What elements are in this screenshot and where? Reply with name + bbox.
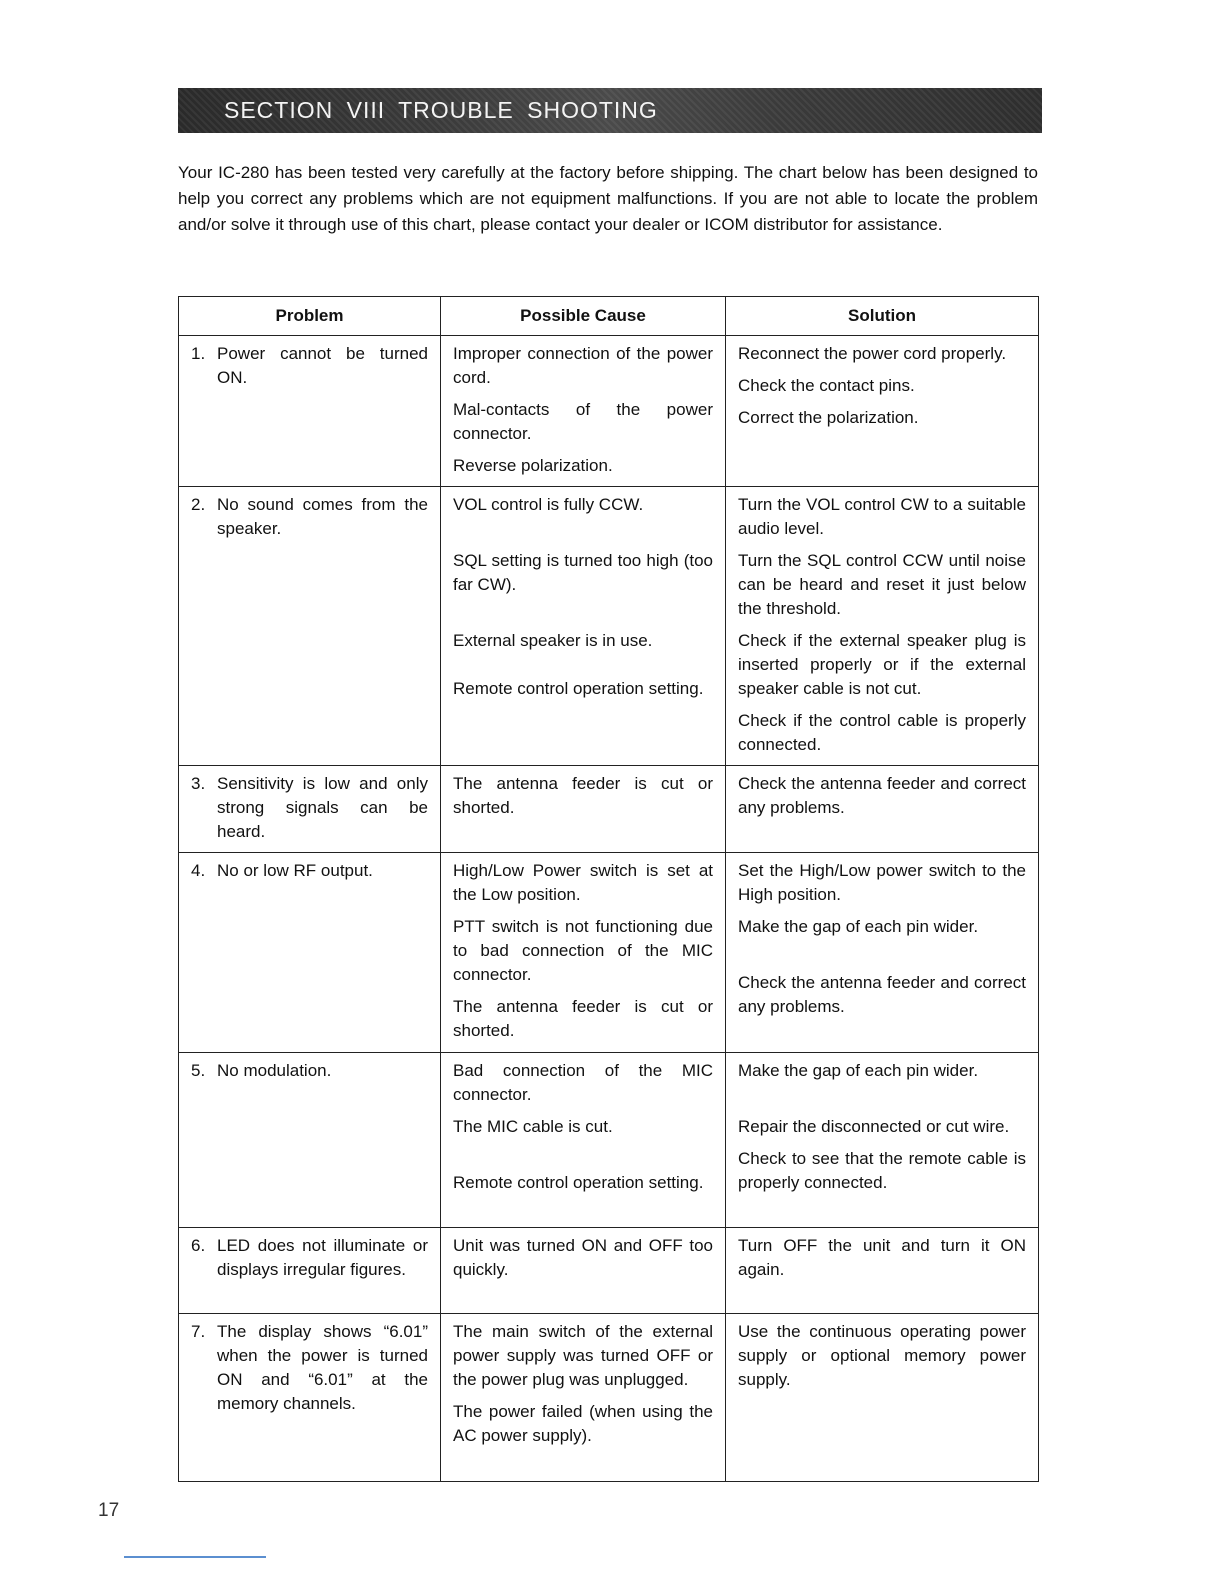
intro-paragraph: Your IC-280 has been tested very carefully at the factory before shipping. The chart below has been designed to help you correct any problems which are not equipment malfunctions. If you are not able to locate the problem and/or solve it through use of this chart, please contact your dealer or ICOM distributor for assistance. xyxy=(178,163,1038,234)
solution-cell xyxy=(726,1053,1039,1228)
problem-text: Power cannot be turned ON. xyxy=(217,344,428,387)
problem-number: 6. xyxy=(191,1236,206,1255)
problem xyxy=(191,1234,428,1282)
solution-text: Repair the disconnected or cut wire. xyxy=(738,1117,1010,1136)
problem-number: 7. xyxy=(191,1322,206,1341)
solution-text: Check if the control cable is properly connected. xyxy=(738,711,1026,754)
cause-text: Unit was turned ON and OFF too quickly. xyxy=(453,1236,713,1279)
solution-text: Check if the external speaker plug is inserted properly or if the external speaker cable is not cut. xyxy=(738,631,1026,698)
solution-cell xyxy=(726,1228,1039,1314)
cause-text: The main switch of the external power supply was turned OFF or the power plug was unplugged. xyxy=(453,1322,713,1389)
problem-number: 3. xyxy=(191,774,206,793)
table-row xyxy=(179,1228,1039,1314)
table-row xyxy=(179,1053,1039,1228)
solution-text: Turn OFF the unit and turn it ON again. xyxy=(738,1236,1026,1279)
cause-cell xyxy=(441,766,726,853)
solution-cell xyxy=(726,1314,1039,1482)
problem-number: 2. xyxy=(191,495,206,514)
cause-text: PTT switch is not functioning due to bad connection of the MIC connector. xyxy=(453,917,713,984)
problem-text: No or low RF output. xyxy=(217,861,373,880)
cause-text: Remote control operation setting. xyxy=(453,679,704,698)
table-row xyxy=(179,1314,1039,1482)
section-banner xyxy=(178,88,1042,133)
cause-cell xyxy=(441,1228,726,1314)
solution-text: Correct the polarization. xyxy=(738,408,919,427)
problem-number: 5. xyxy=(191,1061,206,1080)
cause-text: High/Low Power switch is set at the Low position. xyxy=(453,861,713,904)
solution-text: Use the continuous operating power supply or optional memory power supply. xyxy=(738,1322,1026,1389)
problem-text: The display shows “6.01” when the power is turned ON and “6.01” at the memory channels. xyxy=(217,1322,428,1413)
solution-cell xyxy=(726,766,1039,853)
problem-cell xyxy=(179,1053,441,1228)
problem xyxy=(191,772,428,844)
table-header-row xyxy=(179,297,1039,336)
problem-text: Sensitivity is low and only strong signals can be heard. xyxy=(217,774,428,841)
header-problem: Problem xyxy=(179,297,441,336)
problem-number: 1. xyxy=(191,344,206,363)
cause-cell xyxy=(441,336,726,487)
header-possible-cause: Possible Cause xyxy=(441,297,726,336)
cause-text: External speaker is in use. xyxy=(453,631,653,650)
problem xyxy=(191,342,428,390)
cause-cell xyxy=(441,853,726,1053)
problem xyxy=(191,859,428,883)
cause-text: The power failed (when using the AC power supply). xyxy=(453,1402,713,1445)
problem-cell xyxy=(179,1228,441,1314)
solution-text: Turn the SQL control CCW until noise can be heard and reset it just below the threshold. xyxy=(738,551,1026,618)
solution-text: Reconnect the power cord properly. xyxy=(738,344,1007,363)
section-title: SECTION VIII TROUBLE SHOOTING xyxy=(224,97,658,123)
solution-text: Make the gap of each pin wider. xyxy=(738,1061,979,1080)
problem-cell xyxy=(179,1314,441,1482)
problem-cell xyxy=(179,853,441,1053)
problem xyxy=(191,1059,428,1083)
cause-text: Bad connection of the MIC connector. xyxy=(453,1061,713,1104)
table-row xyxy=(179,853,1039,1053)
header-solution: Solution xyxy=(726,297,1039,336)
cause-text: Remote control operation setting. xyxy=(453,1173,704,1192)
solution-cell xyxy=(726,487,1039,766)
page-number: 17 xyxy=(98,1500,120,1521)
cause-text: VOL control is fully CCW. xyxy=(453,495,644,514)
cause-text: The MIC cable is cut. xyxy=(453,1117,613,1136)
solution-text: Make the gap of each pin wider. xyxy=(738,917,979,936)
cause-text: The antenna feeder is cut or shorted. xyxy=(453,997,713,1040)
problem xyxy=(191,1320,428,1416)
divider xyxy=(124,1556,266,1558)
solution-cell xyxy=(726,853,1039,1053)
table-row xyxy=(179,487,1039,766)
problem-cell xyxy=(179,487,441,766)
table-row xyxy=(179,766,1039,853)
cause-text: Improper connection of the power cord. xyxy=(453,344,713,387)
problem xyxy=(191,493,428,541)
problem-number: 4. xyxy=(191,861,206,880)
cause-cell xyxy=(441,1053,726,1228)
problem-text: No modulation. xyxy=(217,1061,332,1080)
solution-text: Set the High/Low power switch to the High position. xyxy=(738,861,1026,904)
cause-text: Reverse polarization. xyxy=(453,456,613,475)
problem-text: LED does not illuminate or displays irregular figures. xyxy=(217,1236,428,1279)
solution-cell xyxy=(726,336,1039,487)
problem-text: No sound comes from the speaker. xyxy=(217,495,428,538)
cause-cell xyxy=(441,487,726,766)
problem-cell xyxy=(179,766,441,853)
cause-text: The antenna feeder is cut or shorted. xyxy=(453,774,713,817)
cause-cell xyxy=(441,1314,726,1482)
solution-text: Check to see that the remote cable is properly connected. xyxy=(738,1149,1026,1192)
cause-text: SQL setting is turned too high (too far CW). xyxy=(453,551,713,594)
problem-cell xyxy=(179,336,441,487)
solution-text: Check the contact pins. xyxy=(738,376,915,395)
troubleshooting-table xyxy=(178,296,1039,1482)
solution-text: Turn the VOL control CW to a suitable audio level. xyxy=(738,495,1026,538)
solution-text: Check the antenna feeder and correct any problems. xyxy=(738,774,1026,817)
cause-text: Mal-contacts of the power connector. xyxy=(453,400,713,443)
table-row xyxy=(179,336,1039,487)
solution-text: Check the antenna feeder and correct any problems. xyxy=(738,973,1026,1016)
